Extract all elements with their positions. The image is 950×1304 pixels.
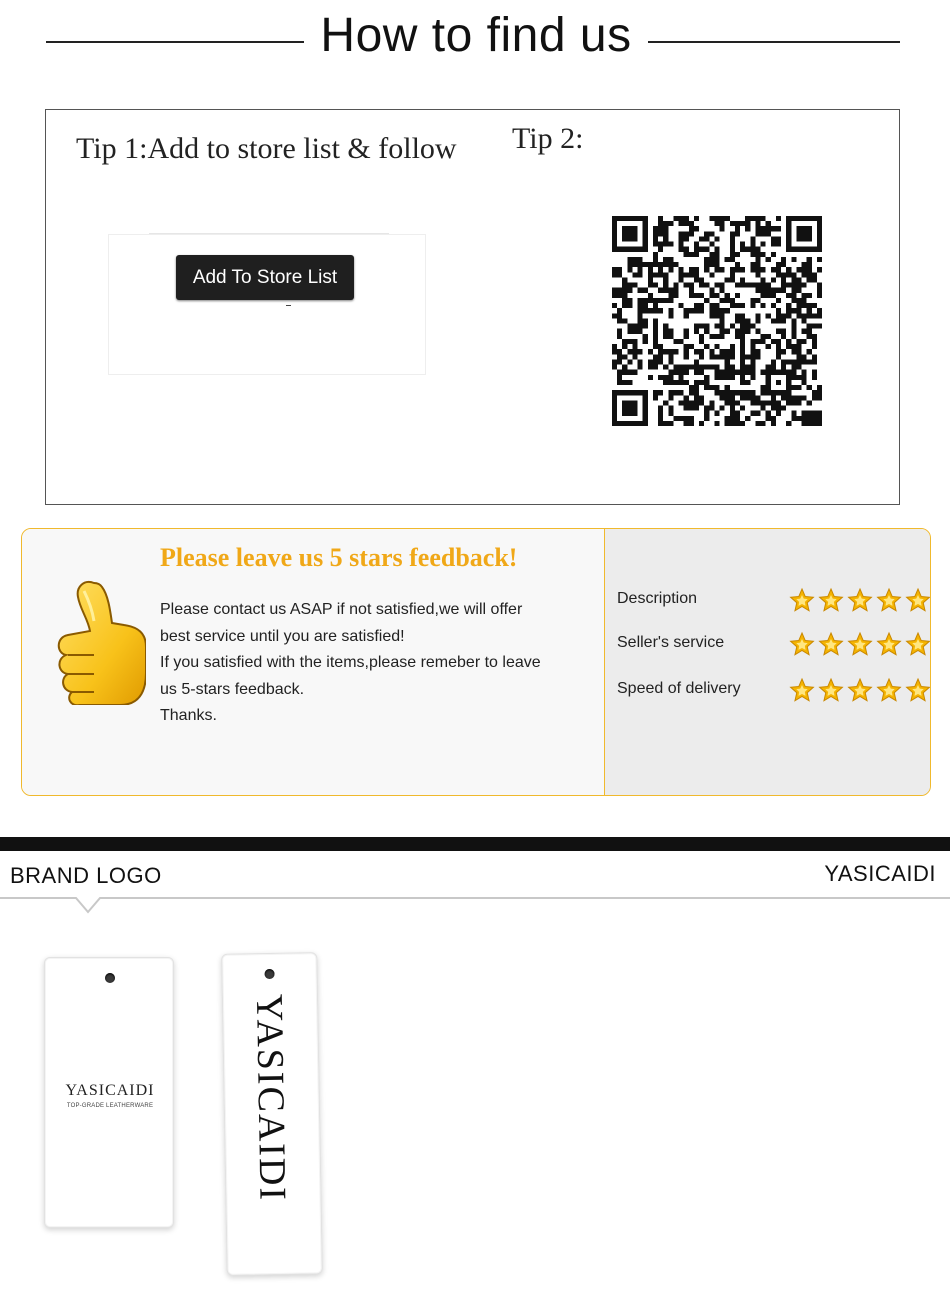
feedback-line: best service until you are satisfied!	[160, 627, 405, 645]
brand-divider	[0, 896, 950, 936]
thumbs-up-icon	[54, 575, 146, 705]
star-icon	[905, 677, 931, 703]
star-rating	[789, 631, 931, 657]
star-icon	[818, 677, 844, 703]
star-rating	[789, 677, 931, 703]
ratings-area	[604, 529, 931, 795]
feedback-message-area	[22, 529, 604, 795]
tip1-title: Tip 1:Add to store list & follow	[76, 132, 457, 165]
star-icon	[789, 587, 815, 613]
header-rule-right	[648, 41, 900, 43]
star-icon	[847, 677, 873, 703]
feedback-title: Please leave us 5 stars feedback!	[160, 543, 518, 572]
star-icon	[876, 587, 902, 613]
rating-row-sellers-service	[617, 631, 927, 657]
rating-label: Speed of delivery	[617, 680, 741, 697]
feedback-message	[160, 597, 600, 730]
brand-section-label: BRAND LOGO	[10, 863, 162, 888]
star-icon	[905, 587, 931, 613]
brand-name: YASICAIDI	[824, 861, 936, 886]
store-list-panel	[108, 234, 426, 375]
tag-brand-name-vertical: YASICAIDI	[247, 993, 294, 1203]
star-icon	[847, 587, 873, 613]
tag-hole	[264, 969, 274, 979]
rating-label: Seller's service	[617, 634, 725, 651]
star-icon	[876, 631, 902, 657]
star-icon	[789, 631, 815, 657]
feedback-panel	[21, 528, 931, 796]
rating-label: Description	[617, 590, 698, 607]
add-to-store-list-button[interactable]: Add To Store List	[176, 255, 354, 300]
star-icon	[905, 631, 931, 657]
tip2-title: Tip 2:	[512, 122, 584, 155]
tag-hole	[105, 973, 115, 983]
star-icon	[818, 587, 844, 613]
store-panel-topline	[149, 233, 389, 234]
hang-tag-side	[221, 952, 323, 1276]
section-header	[0, 0, 950, 80]
feedback-line: Thanks.	[160, 707, 217, 724]
rating-row-speed-of-delivery	[617, 677, 927, 703]
store-panel-dash	[286, 305, 291, 306]
feedback-line: If you satisfied with the items,please remeber to leave	[160, 654, 541, 671]
rating-row-description	[617, 587, 927, 613]
star-rating	[789, 587, 931, 613]
page-title: How to find us	[320, 9, 632, 62]
star-icon	[789, 677, 815, 703]
tips-panel	[45, 109, 900, 505]
star-icon	[818, 631, 844, 657]
feedback-line: Please contact us ASAP if not satisfied,we will offer	[160, 601, 523, 618]
brand-bar	[0, 837, 950, 851]
star-icon	[876, 677, 902, 703]
tag-brand-subtitle: TOP-GRADE LEATHERWARE	[66, 1103, 154, 1109]
hang-tag-front	[44, 957, 174, 1228]
qr-code	[612, 216, 822, 426]
feedback-line: us 5-stars feedback.	[160, 680, 305, 698]
tag-brand-name: YASICAIDI	[65, 1082, 155, 1099]
star-icon	[847, 631, 873, 657]
header-rule-left	[46, 41, 304, 43]
